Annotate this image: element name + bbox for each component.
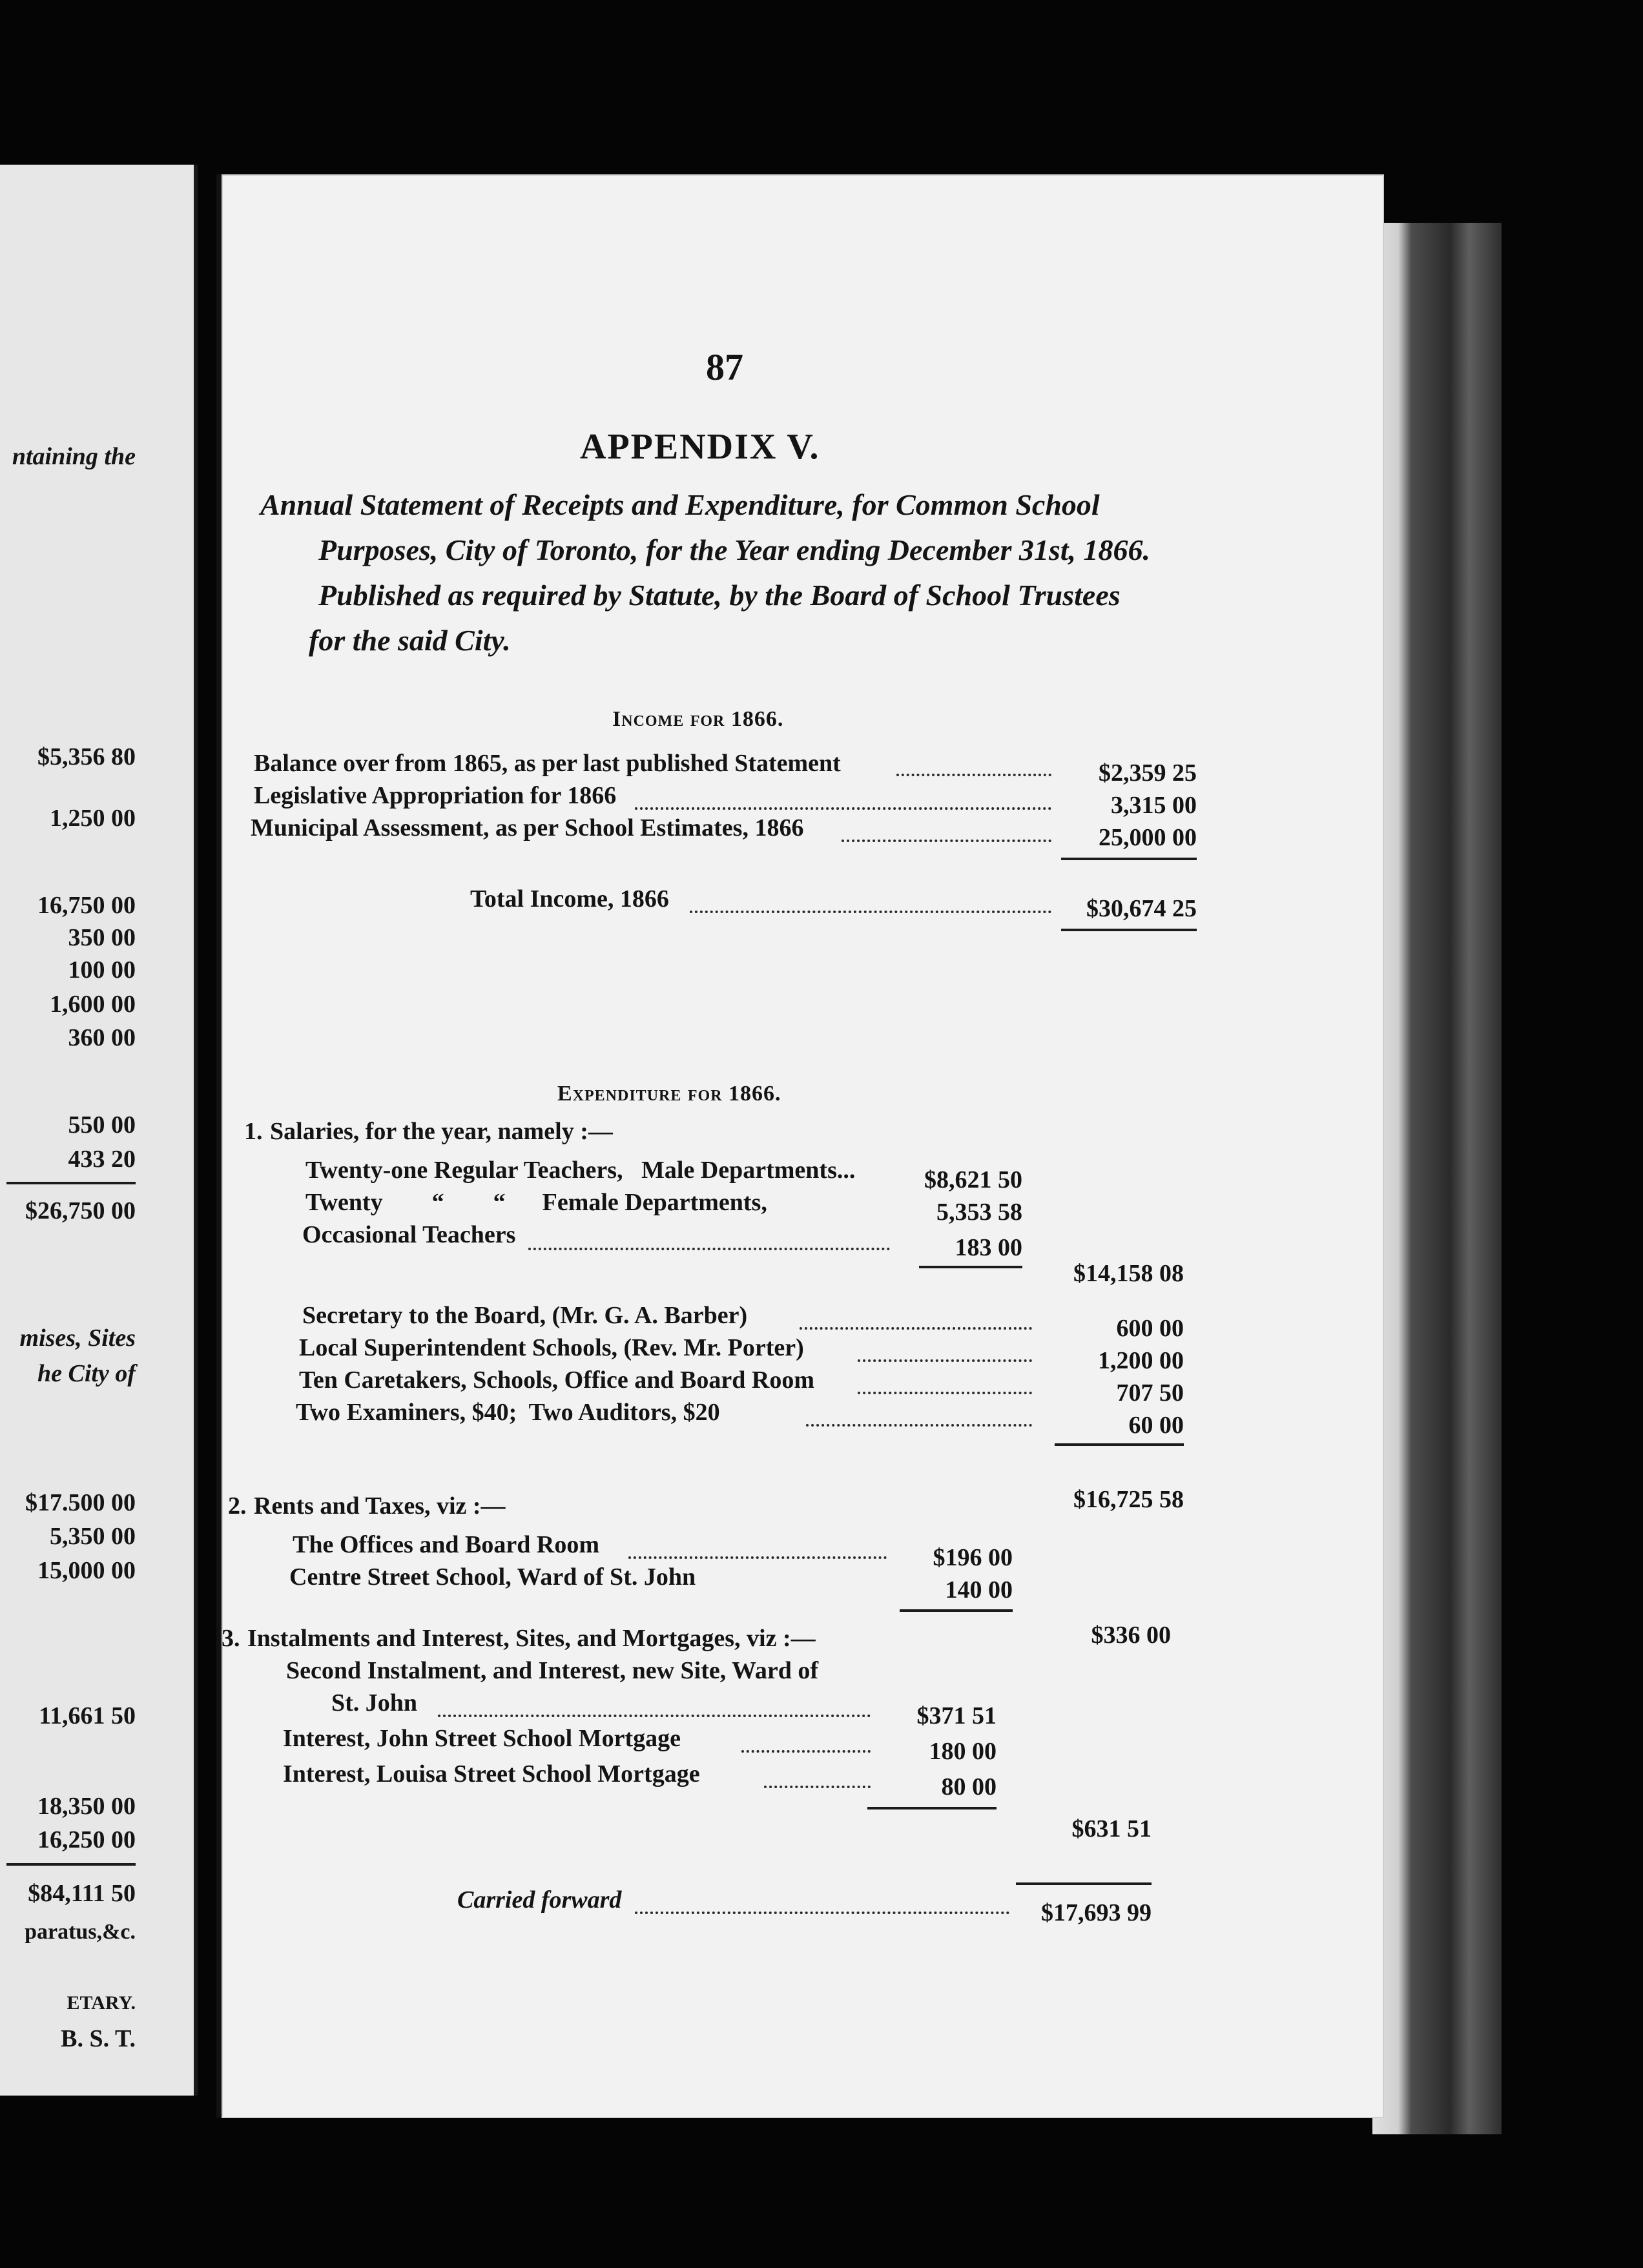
rent-amount: 140 00 xyxy=(945,1576,1013,1603)
carried-forward-amount: $17,693 99 xyxy=(1041,1899,1152,1926)
rents-total: $336 00 xyxy=(1091,1622,1171,1649)
left-amount: $26,750 00 xyxy=(25,1197,136,1224)
income-label: Balance over from 1865, as per last published Statement xyxy=(254,750,841,777)
salary-amount: 707 50 xyxy=(1116,1379,1184,1407)
left-amount: 5,350 00 xyxy=(50,1523,136,1550)
instalment-line: Second Instalment, and Interest, new Site, Ward of xyxy=(286,1657,819,1684)
left-amount: 16,250 00 xyxy=(37,1826,136,1853)
book-page-edge xyxy=(1372,223,1502,2134)
income-heading: Income for 1866. xyxy=(612,707,784,731)
subtitle-line: for the said City. xyxy=(309,624,511,657)
salary-amount: 1,200 00 xyxy=(1098,1347,1184,1374)
left-amount: $84,111 50 xyxy=(28,1880,136,1907)
left-amount: 1,600 00 xyxy=(50,991,136,1018)
left-text: B. S. T. xyxy=(61,2025,136,2052)
salary-line: Two Examiners, $40; Two Auditors, $20 xyxy=(296,1399,720,1426)
teachers-rule xyxy=(919,1266,1022,1268)
section-label: Instalments and Interest, Sites, and Mortgages, viz :— xyxy=(247,1625,816,1652)
left-amount: 15,000 00 xyxy=(37,1557,136,1584)
subtitle-line: Purposes, City of Toronto, for the Year ending December 31st, 1866. xyxy=(318,533,1151,566)
section-number: 2. xyxy=(228,1492,247,1520)
left-amount: 360 00 xyxy=(68,1024,136,1051)
instalment-line: Interest, Louisa Street School Mortgage xyxy=(283,1760,700,1788)
left-rule xyxy=(6,1182,136,1184)
left-amount: 18,350 00 xyxy=(37,1793,136,1820)
leader-dots xyxy=(764,1786,871,1788)
income-total-label: Total Income, 1866 xyxy=(470,885,669,912)
leader-dots xyxy=(842,840,1051,842)
leader-dots xyxy=(628,1556,887,1559)
salary-line: Ten Caretakers, Schools, Office and Board Room xyxy=(299,1366,814,1394)
instalment-line: Interest, John Street School Mortgage xyxy=(283,1725,681,1752)
left-amount: 350 00 xyxy=(68,924,136,951)
instalment-amount: 180 00 xyxy=(929,1738,997,1765)
left-amount: 550 00 xyxy=(68,1111,136,1139)
income-amount: $2,359 25 xyxy=(1099,759,1197,787)
subtitle-line: Published as required by Statute, by the Board of School Trustees xyxy=(318,579,1121,612)
rent-amount: $196 00 xyxy=(933,1544,1013,1571)
appendix-title: APPENDIX V. xyxy=(580,427,820,467)
left-page-fragment xyxy=(0,165,198,2096)
carried-rule xyxy=(1016,1882,1152,1885)
section-number: 3. xyxy=(222,1625,240,1652)
income-label: Municipal Assessment, as per School Estimates, 1866 xyxy=(251,814,804,841)
rent-line: The Offices and Board Room xyxy=(293,1531,599,1558)
instalment-line: St. John xyxy=(331,1689,418,1716)
leader-dots xyxy=(858,1392,1032,1394)
leader-dots xyxy=(896,774,1051,776)
teacher-amount: 5,353 58 xyxy=(936,1199,1022,1226)
leader-dots xyxy=(635,807,1051,810)
leader-dots xyxy=(858,1359,1032,1362)
left-text: ETARY. xyxy=(67,1992,136,2014)
rent-line: Centre Street School, Ward of St. John xyxy=(289,1563,696,1591)
instalment-amount: 80 00 xyxy=(941,1773,997,1800)
leader-dots xyxy=(806,1424,1032,1427)
left-text: ntaining the xyxy=(12,443,136,470)
leader-dots xyxy=(741,1750,871,1753)
teacher-line: Twenty-one Regular Teachers, Male Departments... xyxy=(305,1157,856,1184)
page-number: 87 xyxy=(706,346,743,388)
instalments-total: $631 51 xyxy=(1071,1815,1152,1842)
leader-dots xyxy=(528,1248,890,1250)
subtitle-line: Annual Statement of Receipts and Expenditure, for Common School xyxy=(260,488,1100,521)
teacher-line: Twenty “ “ Female Departments, xyxy=(305,1189,767,1216)
left-amount: $5,356 80 xyxy=(37,743,136,770)
leader-dots xyxy=(800,1327,1032,1330)
left-amount: 433 20 xyxy=(68,1146,136,1173)
income-label: Legislative Appropriation for 1866 xyxy=(254,782,617,809)
carried-forward-label: Carried forward xyxy=(457,1886,622,1913)
section-number: 1. xyxy=(244,1118,263,1145)
teachers-total: $14,158 08 xyxy=(1073,1260,1184,1287)
income-rule xyxy=(1061,858,1197,860)
instalment-amount: $371 51 xyxy=(916,1702,997,1729)
left-amount: 100 00 xyxy=(68,956,136,984)
left-text: paratus,&c. xyxy=(25,1920,136,1944)
teacher-amount: $8,621 50 xyxy=(924,1166,1022,1193)
leader-dots xyxy=(690,911,1051,913)
left-amount: 1,250 00 xyxy=(50,805,136,832)
teacher-line: Occasional Teachers xyxy=(302,1221,516,1248)
salaries-rule xyxy=(1055,1443,1184,1446)
salary-line: Secretary to the Board, (Mr. G. A. Barber) xyxy=(302,1302,748,1329)
main-page xyxy=(216,174,1384,2118)
income-total-amount: $30,674 25 xyxy=(1086,895,1197,922)
left-amount: $17.500 00 xyxy=(25,1489,136,1516)
left-text: mises, Sites xyxy=(19,1325,136,1352)
section-label: Rents and Taxes, viz :— xyxy=(254,1492,506,1520)
left-rule xyxy=(6,1863,136,1866)
left-amount: 11,661 50 xyxy=(39,1702,136,1729)
income-amount: 3,315 00 xyxy=(1111,792,1197,819)
salary-amount: 60 00 xyxy=(1128,1412,1184,1439)
left-text: he City of xyxy=(37,1360,136,1387)
leader-dots xyxy=(635,1912,1009,1914)
instalments-rule xyxy=(867,1807,997,1809)
section-label: Salaries, for the year, namely :— xyxy=(270,1118,613,1145)
leader-dots xyxy=(438,1715,871,1717)
expenditure-heading: Expenditure for 1866. xyxy=(557,1082,781,1106)
rents-rule xyxy=(900,1609,1013,1612)
salaries-total: $16,725 58 xyxy=(1073,1486,1184,1513)
left-amount: 16,750 00 xyxy=(37,892,136,919)
teacher-amount: 183 00 xyxy=(955,1234,1022,1261)
salary-amount: 600 00 xyxy=(1116,1315,1184,1342)
salary-line: Local Superintendent Schools, (Rev. Mr. Porter) xyxy=(299,1334,804,1361)
income-total-rule xyxy=(1061,929,1197,931)
income-amount: 25,000 00 xyxy=(1099,824,1197,851)
